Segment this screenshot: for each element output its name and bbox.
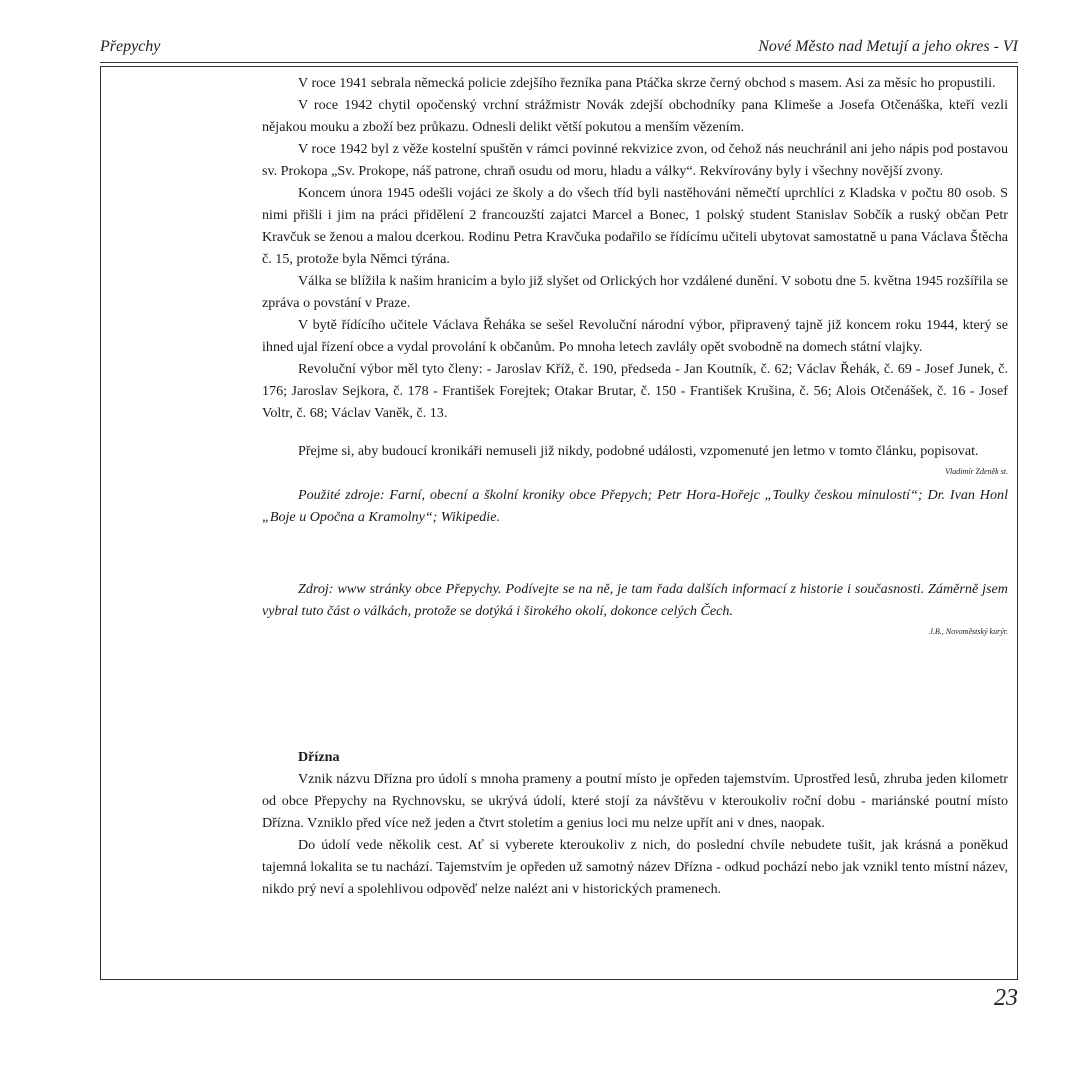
closing-paragraph: Přejme si, aby budoucí kronikáři nemuseli již nikdy, podobné události, vzpomenuté jen letmo v tomto článku, popisovat. [298,443,979,459]
running-header-left: Přepychy [100,38,161,55]
paragraph: V bytě řídícího učitele Václava Řeháka se sešel Revoluční národní výbor, připravený tajně již koncem roku 1944, který se ihned ujal řízení obce a vydal provolání k občanům. Po mnoha letech zavlály opět svobodně na domech státní vlajky. [262,317,1008,355]
section-heading: Dřízna [298,749,340,765]
paragraph: Do údolí vede několik cest. Ať si vyberete kteroukoliv z nich, do poslední chvíle nebudete tušit, jak krásná a poněkud tajemná lokalita se tu nachází. Tajemstvím je opředen už samotný název Dřízna - odkud pochází nebo jak vznikl tento místní název, nikdo prý neví a spolehlivou odpověď nelze nalézt ani v historických pramenech. [262,837,1008,897]
spacer [262,528,1008,578]
page-number: 23 [994,985,1018,1011]
paragraph: Válka se blížila k našim hranicím a bylo již slyšet od Orlických hor vzdálené dunění. V sobotu dne 5. května 1945 rozšířila se zpráva o povstání v Praze. [262,273,1008,311]
paragraph: Revoluční výbor měl tyto členy: - Jaroslav Kříž, č. 190, předseda - Jan Koutník, č. 62; Václav Řehák, č. 69 - Josef Junek, č. 176; Jaroslav Sejkora, č. 178 - František Forejtek; Otakar Brutar, č. 150 - František Krušina, č. 56; Alois Otčenášek, č. 16 - Josef Voltr, č. 68; Václav Vaněk, č. 13. [262,361,1008,421]
paragraph: V roce 1941 sebrala německá policie zdejšího řezníka pana Ptáčka skrze černý obchod s masem. Asi za měsíc ho propustili. [298,75,996,91]
header-rule [100,62,1018,63]
source-note: Zdroj: www stránky obce Přepychy. Podívejte se na ně, je tam řada dalších informací z historie i současnosti. Záměrně jsem vybral tuto část o válkách, protože se dotýká i širokého okolí, dokonce celých Čech. [262,581,1008,619]
paragraph: V roce 1942 chytil opočenský vrchní strážmistr Novák zdejší obchodníky pana Klimeše a Josefa Otčenáška, kteří vezli nějakou mouku a zboží bez průkazu. Odnesli delikt větší pokutou a menším vězením. [262,97,1008,135]
author-signature: Vladimír Zdeněk st. [945,467,1008,476]
note-signature: J.B., Novoměstský kurýr. [929,627,1008,636]
paragraph: V roce 1942 byl z věže kostelní spuštěn v rámci povinné rekvizice zvon, od čehož nás neuchránil ani jeho nápis pod postavou sv. Prokopa „Sv. Prokope, náš patrone, chraň osudu od moru, hladu a války“. Rekvírovány byly i všechny novější zvony. [262,141,1008,179]
article-body [262,72,1008,900]
sources-paragraph: Použité zdroje: Farní, obecní a školní kroniky obce Přepych; Petr Hora-Hořejc „Toulky českou minulostí“; Dr. Ivan Honl „Boje u Opočna a Kramolny“; Wikipedie. [262,487,1008,525]
paragraph: Vznik názvu Dřízna pro údolí s mnoha prameny a poutní místo je opředen tajemstvím. Uprostřed lesů, zhruba jeden kilometr od obce Přepychy na Rychnovsku, se ukrývá údolí, které stojí za návštěvu v kteroukoliv roční dobu - mariánské poutní místo Dřízna. Vzniklo před více než jeden a čtvrt stoletím a genius loci mu nelze upřít ani v dnes, naopak. [262,771,1008,831]
running-header-right: Nové Město nad Metují a jeho okres - VI [758,38,1018,55]
spacer [262,424,1008,440]
spacer [262,644,1008,746]
paragraph: Koncem února 1945 odešli vojáci ze školy a do všech tříd byli nastěhováni němečtí uprchlíci z Kladska v počtu 80 osob. S nimi přišli i jim na práci přidělení 2 francouzští zajatci Marcel a Bonec, 1 polský student Stanislav Sobčík a ruský občan Petr Kravčuk se ženou a malou dcerkou. Rodinu Petra Kravčuka podařilo se řídícímu učiteli ubytovat samostatně u pana Václava Štěcha č. 15, protože byla Němci týrána. [262,185,1008,267]
